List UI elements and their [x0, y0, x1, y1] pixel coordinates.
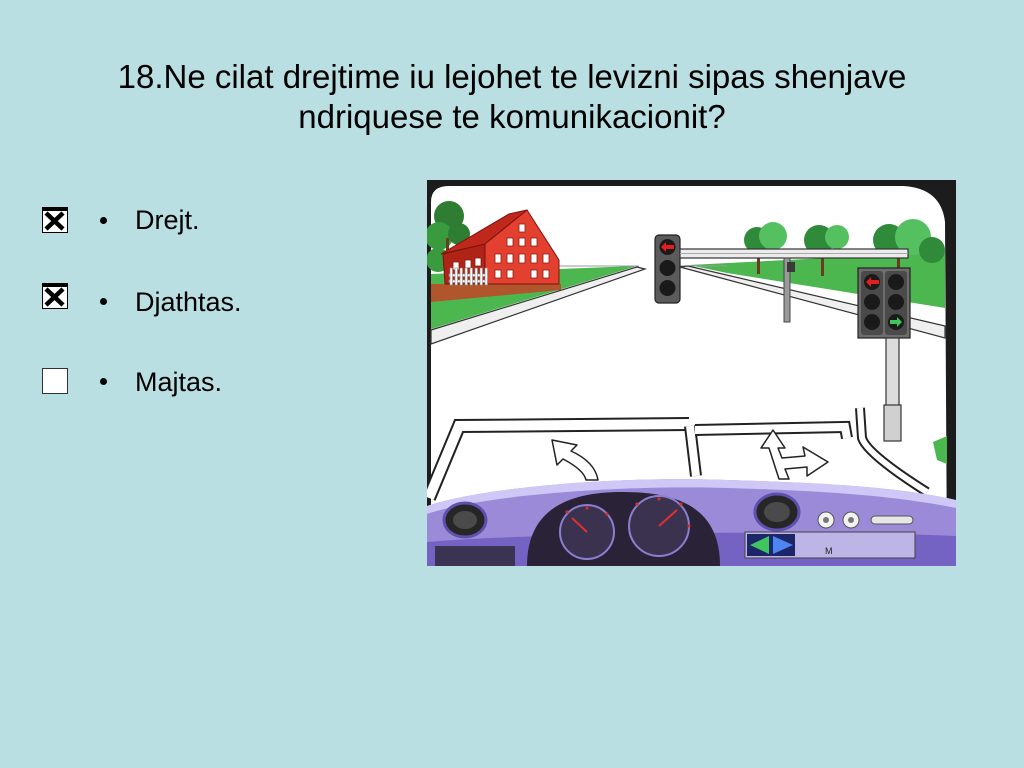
turn-indicator-panel [745, 532, 915, 558]
lower-left-panel [435, 546, 515, 566]
traffic-light-center [655, 235, 680, 303]
answer-checkbox[interactable] [42, 283, 68, 309]
bullet-point [100, 298, 107, 305]
answer-label: Djathtas. [135, 287, 242, 317]
question-title-line-1: 18.Ne cilat drejtime iu lejohet te levizni sipas shenjave [117, 58, 907, 95]
answer-option-drejt [0, 200, 320, 240]
answer-label: Drejt. [135, 205, 200, 235]
bullet-point [100, 378, 107, 385]
bullet-point [100, 217, 107, 224]
dashboard [427, 479, 956, 566]
answer-option-majtas [0, 362, 320, 402]
question-title-line-2: ndriquese te komunikacionit? [298, 98, 726, 135]
answer-checkbox[interactable] [42, 368, 68, 394]
answer-checkbox[interactable] [42, 207, 68, 233]
question-title [0, 57, 1024, 137]
left-air-vent [444, 503, 486, 537]
dashboard-label: M [825, 546, 833, 556]
answer-label: Majtas. [135, 367, 223, 397]
answer-option-djathtas [0, 280, 320, 320]
right-air-vent [755, 494, 799, 530]
intersection-illustration [427, 180, 956, 566]
x-mark-icon [43, 287, 66, 307]
x-mark-icon [43, 211, 66, 231]
